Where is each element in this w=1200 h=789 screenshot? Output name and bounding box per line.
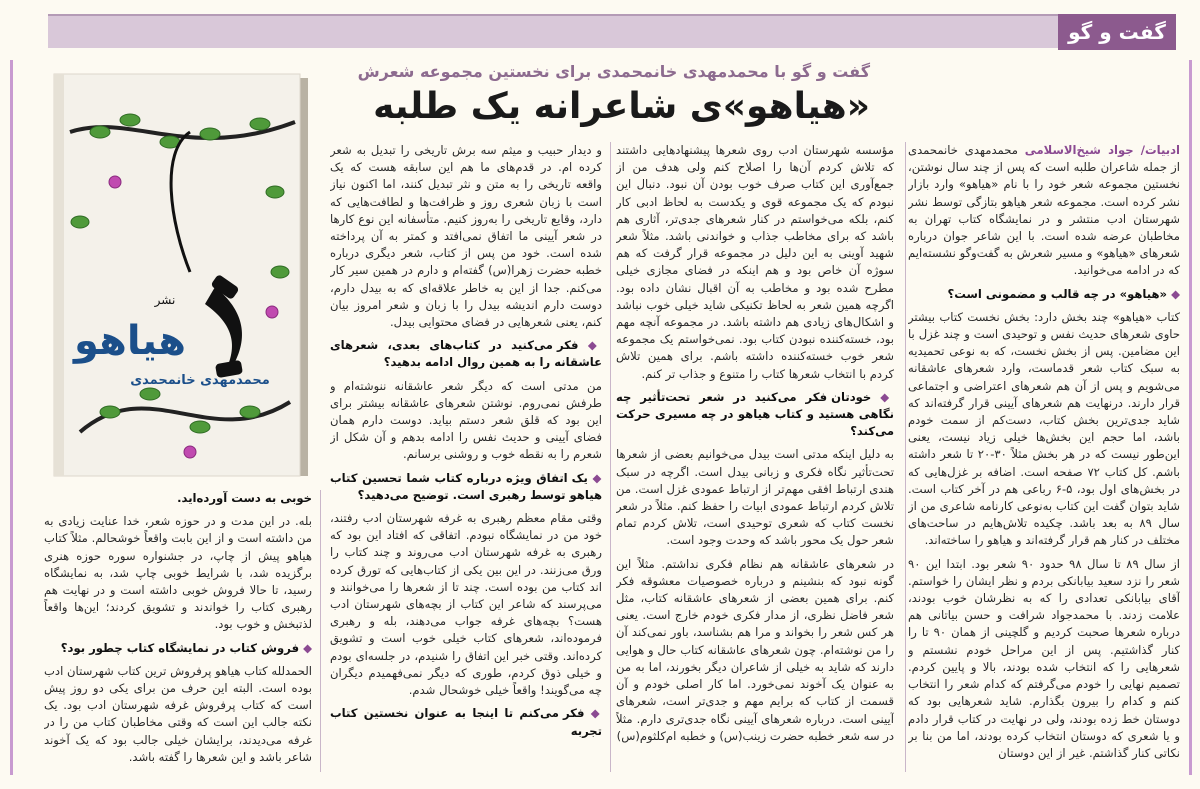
diamond-bullet-icon: ◆ — [871, 389, 894, 404]
kicker: گفت و گو با محمدمهدی خانمحمدی برای نخستین مجموعه شعرش — [357, 62, 870, 81]
question-continuation: خوبی به دست آورده‌اید. — [177, 491, 312, 505]
question: ◆ فکر می‌کنم تا اینجا به عنوان نخستین کتاب تجربه — [330, 706, 602, 738]
column-2 — [616, 142, 894, 772]
book-cover — [40, 72, 314, 482]
question: ◆ فروش کتاب در نمایشگاه کتاب چطور بود؟ — [60, 640, 312, 655]
diamond-bullet-icon: ◆ — [1167, 286, 1180, 301]
diamond-bullet-icon: ◆ — [587, 470, 602, 485]
cover-publisher-mark: نشر — [154, 293, 176, 307]
question: ◆ فکر می‌کنید در کتاب‌های بعدی، شعرهای عاشقانه را به همین روال ادامه بدهید؟ — [330, 338, 602, 370]
column-3 — [330, 142, 602, 772]
right-frame-line — [1189, 60, 1192, 775]
column-divider — [905, 142, 906, 772]
answer-paragraph: و دیدار حبیب و میثم سه برش تاریخی را تبدیل به شعر کرده ام. در قدم‌های ما هم این سابقه هست که یک واقعه تاریخی را به متن و نثر تبدیل کنند، اما اکنون نیاز است با زبان شعری روز و ظرافت‌ها و لطافت‌هایی که دارد، وقایع تاریخی را به‌روز کنیم. متأسفانه این نوع کارها در شعر آیینی ما اتفاق نمی‌افتد و کمتر به آن پرداخته شده است. خود من پس از کتاب، شعر دیگری درباره خطبه حضرت زهرا(س) گفته‌ام و دارم در همین سیر کار می‌کنم. جدا از این به خاطر علاقه‌ای که به بیدل دارم، دوست دارم اندیشه بیدل را با زبان و شعر امروز بیان کنم، یعنی شعرهایی در فضای محتوایی بیدل. — [330, 143, 602, 330]
column-1 — [908, 142, 1180, 772]
question: ◆ «هیاهو» در چه قالب و مضمونی است؟ — [947, 286, 1180, 301]
diamond-bullet-icon: ◆ — [299, 640, 312, 655]
diamond-bullet-icon: ◆ — [578, 338, 602, 353]
column-divider — [610, 142, 611, 772]
answer-paragraph: مؤسسه شهرستان ادب روی شعرها پیشنهادهایی داشتند که تلاش کردم آن‌ها را اصلاح کنم ولی هدف من از جمع‌آوری این کتاب صرف خوب بودن آن نبود. دنبال این نبودم که یک مجموعه قوی و یکدست به لحاظ ادبی کار کنم، بلکه می‌خواستم در کنار شعرهای جدی‌تر، آثاری هم باشد که برای مخاطب جذاب و خواندنی باشد. مثلاً شعر شهید آوینی به این دلیل در مجموعه قرار گرفت که هم سوژه آن خاص بود و هم اینکه در فضای مجازی خیلی مطرح شده بود و مخاطب به آن اقبال نشان داده بود. اگرچه همین شعر به لحاظ تکنیکی شاید خیلی خوب نباشد و اشکال‌های زیادی هم داشته باشد. در مجموعه آنچه مهم بود، خسته‌کننده نبودن کتاب بود. نمی‌خواستم یک مجموعه شعر خوب خسته‌کننده داشته باشم. برای همین تلاش کردم با انتخاب شعرها کتاب را متنوع و جذاب تر کنم. — [616, 143, 894, 381]
headline: «هیاهو»ی شاعرانه یک طلبه — [373, 86, 870, 127]
question: ◆ خودتان فکر می‌کنید در شعر تحت‌تأثیر چه نگاهی هستید و کتاب هیاهو در چه مسیری حرکت می‌کند؟ — [616, 389, 894, 439]
answer-paragraph: وقتی مقام معظم رهبری به غرفه شهرستان ادب رفتند، خود من در نمایشگاه نبودم. اتفاقی که افتاد این بود که رهبری به غرفه شهرستان ادب می‌روند و چند کتاب را ورق می‌زنند. در این بین یکی از کتاب‌هایی که تورق کرده اند کتاب من بوده است. چند تا از شعرها را می‌خوانند و می‌پرسند که شاعر این کتاب از بچه‌های شهرستان ادب هست؟ بچه‌های غرفه جواب می‌دهند، بله و رهبری فرموده‌اند، شعرهای کتاب خیلی خوب است و تشویق کرده‌اند. وقتی خبر این اتفاق را شنیدم، در جلسه‌ای بودم و خیلی ذوق کردم، طوری که دیگر نمی‌فهمیدم دیگران چه می‌گویند! واقعاً خیلی خوشحال شدم. — [330, 511, 602, 698]
question: ◆ یک اتفاق ویژه درباره کتاب شما تحسین کتاب هیاهو توسط رهبری است. توضیح می‌دهید؟ — [330, 470, 602, 502]
left-frame-line — [10, 60, 13, 775]
diamond-bullet-icon: ◆ — [584, 706, 602, 721]
answer-paragraph: من مدتی است که دیگر شعر عاشقانه ننوشته‌ام و طرفش نمی‌روم. نوشتن شعرهای عاشقانه بیشتر برای این بود که قلق شعر دستم بیاید. دوست دارم همان فضای آیینی و حدیث نفس را ادامه بدهم و آن شکل از شعرم را به نقطه خوب و روشنی برسانم. — [330, 378, 602, 462]
answer-paragraph: در شعرهای عاشقانه هم نظام فکری نداشتم. مثلاً این گونه نبود که بنشینم و درباره خصوصیات معشوقه فکر کنم. برای همین بعضی از شعرهای عاشقانه کتاب، مثل شعر فاضل نظری، از مدار فکری خودم خارج است. یعنی هر کس شعر را بخواند و مرا هم بشناسد، باور نمی‌کند آن را من نوشته‌ام. چون شعرهای عاشقانه کتاب حال و هوایی دارند که شاید به خیلی از شاعران دیگر بخورند، اما به من به عنوان یک آخوند نمی‌خورد. اما کار اصلی خودم و آن قسمت از کتاب که برایم مهم و جدی‌تر است، شعرهای آیینی است. درباره شعرهای آیینی نگاه جدی‌تری دارم. مثلاً در سه شعر خطبه حضرت زینب(س) و خطبه ام‌کلثوم(س) — [616, 556, 894, 743]
column-4 — [44, 490, 312, 772]
section-header-bar — [48, 14, 1176, 48]
answer-paragraph: از سال ۸۹ تا سال ۹۸ حدود ۹۰ شعر بود. ابتدا این ۹۰ شعر را نزد سعید بیابانکی بردم و نظر ایشان را خواستم. آقای بیابانکی تعدادی را که به نظرشان خوب بودند، علامت زدند. با محمدجواد شرافت و حسن بیاتانی هم درباره شعرها صحبت کردیم و گلچینی از همان ۹۰ تا را کنار گذاشتیم. پس از این مراحل خودم نشستم و شعرهایی را که انتخاب شده بودند، بالا و پایین کردم. تصمیم نهایی را خودم می‌گرفتم که کدام شعر را انتخاب کنم و کدام را بیرون بگذارم. شاید شعرهایی بود که دوستان خط زده بودند، ولی در نهایت در کتاب قرار دادم و یا شعری که دوستان انتخاب کرده بودند، اما من بنا بر نکاتی کنار گذاشتم. غیر از این دوستان — [908, 556, 1180, 760]
section-label: گفت و گو — [1058, 14, 1176, 50]
column-divider — [320, 490, 321, 772]
answer-paragraph: کتاب «هیاهو» چند بخش دارد: بخش نخست کتاب بیشتر حاوی شعرهای حدیث نفس و توحیدی است و چند غزل با این مضامین. پس از بخش نخست، که به نوعی تحمیدیه به سبک کتاب شعر قدماست، وارد شعرهای عاشقانه می‌شویم و پس از آن هم شعرهای اعتراضی و اجتماعی قرار دارند. درنهایت هم شعرهای آیینی قرار گرفته‌اند که شاید جدی‌ترین بخش کتاب، دست‌کم از سمت خودم باشد، اما حجم این بخش‌ها خیلی زیاد نیست، یعنی این‌طور نیست که در هر بخش مثلاً ۳۰-۲۰ تا شعر داشته باشم. کل کتاب ۷۲ صفحه است. اضافه بر غزل‌هایی که در بخش‌های اول بود، ۵-۶ رباعی هم در آخر کتاب است. شاید بتوان گفت این کتاب به‌نوعی کارنامه شاعری من از سال ۸۹ به بعد باشد. چکیده تلاش‌هایم در ساحت‌های مختلف در کنار هم قرار گرفته‌اند و هیاهو را ساخته‌اند. — [908, 309, 1180, 548]
answer-paragraph: به دلیل اینکه مدتی است بیدل می‌خوانیم بعضی از شعرها تحت‌تأثیر نگاه فکری و زبانی بیدل است. اگرچه در سبک هندی ارتباط افقی مهم‌تر از ارتباط عمودی غزل است. من تلاش کردم ارتباط عمودی ابیات را حفظ کنم. مثلاً در شعر نخست کتاب که شعری توحیدی است، تلاش کردم تمام شعر حول یک محور باشد که وحدت وجود است. — [616, 447, 894, 548]
answer-paragraph: بله. در این مدت و در حوزه شعر، خدا عنایت زیادی به من داشته است و از این بابت واقعاً خوشحالم. مثلاً کتاب هیاهو پیش از چاپ، در جشنواره سوره حوزه هنری برگزیده شد، با شرایط خوبی چاپ شد، به نمایشگاه رسید، تا حالا فروش خوبی داشته است و در نهایت هم رهبری کتاب را خواندند و تشویق کردند؛ این‌ها واقعاً لذتبخش و خوب بود. — [44, 514, 312, 632]
intro-paragraph: ادبیات/ جواد شیخ‌الاسلامی محمدمهدی خانمحمدی از جمله شاعران طلبه است که پس از چند سال نوشتن، نخستین مجموعه شعر خود را با نام «هیاهو» وارد بازار نشر کرده است. مجموعه شعر هیاهو بتازگی توسط نشر شهرستان ادب منتشر و در نمایشگاه کتاب تهران به مخاطبان عرضه شده است. با این شاعر جوان درباره شعرهای «هیاهو» و مسیر شعرش به گفت‌وگو نشسته‌ایم که در ادامه می‌خوانید. — [908, 143, 1180, 278]
cover-author: محمدمهدی خانمحمدی — [130, 373, 270, 388]
byline: ادبیات/ جواد شیخ‌الاسلامی — [1024, 143, 1180, 157]
answer-paragraph: الحمدلله کتاب هیاهو پرفروش ترین کتاب شهرستان ادب بوده است. البته این حرف من برای یکی دو روز پیش است که کتاب پرفروش غرفه شهرستان ادب بود. یک نکته جالب این است که وقتی مخاطبان کتاب من را در غرفه می‌دیدند، برایشان خیلی جالب بود که یک آخوند شاعر باشد و این شعرها را گفته باشد. — [44, 663, 312, 764]
cover-title: هیاهو — [74, 318, 186, 364]
